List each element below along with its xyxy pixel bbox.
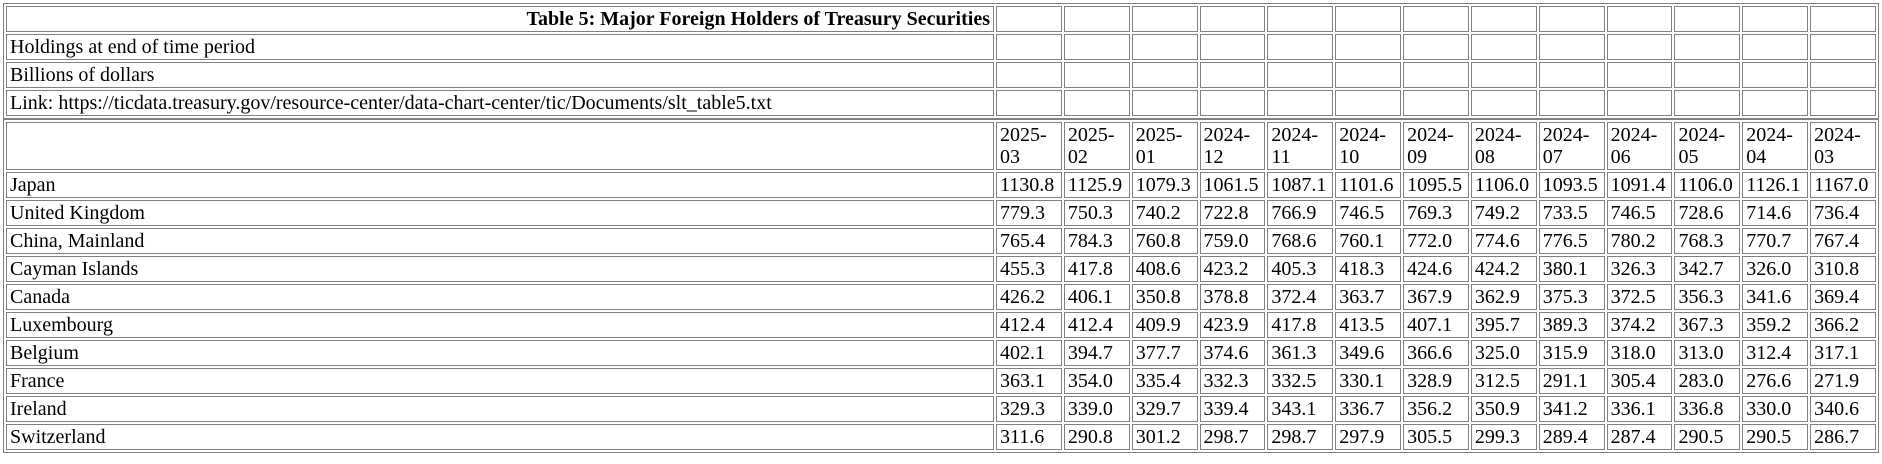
value-cell: 325.0	[1471, 340, 1537, 366]
value-cell: 740.2	[1132, 200, 1198, 226]
value-cell: 342.7	[1674, 256, 1740, 282]
empty-cell	[1335, 6, 1401, 32]
value-cell: 367.3	[1674, 312, 1740, 338]
empty-cell	[1403, 62, 1469, 88]
value-cell: 356.3	[1674, 284, 1740, 310]
value-cell: 766.9	[1267, 200, 1333, 226]
empty-cell	[996, 62, 1062, 88]
value-cell: 305.4	[1607, 368, 1673, 394]
value-cell: 311.6	[996, 424, 1062, 450]
value-cell: 349.6	[1335, 340, 1401, 366]
value-cell: 290.8	[1064, 424, 1130, 450]
table-title: Table 5: Major Foreign Holders of Treasury Securities	[6, 6, 994, 32]
value-cell: 770.7	[1742, 228, 1808, 254]
value-cell: 405.3	[1267, 256, 1333, 282]
row-label: United Kingdom	[6, 200, 994, 226]
value-cell: 423.9	[1200, 312, 1266, 338]
value-cell: 418.3	[1335, 256, 1401, 282]
value-cell: 315.9	[1539, 340, 1605, 366]
value-cell: 298.7	[1200, 424, 1266, 450]
value-cell: 407.1	[1403, 312, 1469, 338]
value-cell: 772.0	[1403, 228, 1469, 254]
row-label: China, Mainland	[6, 228, 994, 254]
value-cell: 406.1	[1064, 284, 1130, 310]
empty-cell	[996, 90, 1062, 116]
value-cell: 1093.5	[1539, 172, 1605, 198]
value-cell: 765.4	[996, 228, 1062, 254]
empty-cell	[1539, 34, 1605, 60]
value-cell: 329.3	[996, 396, 1062, 422]
value-cell: 317.1	[1810, 340, 1876, 366]
value-cell: 375.3	[1539, 284, 1605, 310]
value-cell: 290.5	[1674, 424, 1740, 450]
row-label: Belgium	[6, 340, 994, 366]
value-cell: 343.1	[1267, 396, 1333, 422]
value-cell: 361.3	[1267, 340, 1333, 366]
value-cell: 768.3	[1674, 228, 1740, 254]
value-cell: 297.9	[1335, 424, 1401, 450]
empty-cell	[1132, 90, 1198, 116]
empty-cell	[1267, 34, 1333, 60]
value-cell: 312.4	[1742, 340, 1808, 366]
value-cell: 341.6	[1742, 284, 1808, 310]
value-cell: 336.1	[1607, 396, 1673, 422]
table-row	[6, 312, 1876, 338]
value-cell: 780.2	[1607, 228, 1673, 254]
empty-cell	[1674, 90, 1740, 116]
value-cell: 1130.8	[996, 172, 1062, 198]
value-cell: 412.4	[996, 312, 1062, 338]
column-header: 2025-03	[996, 122, 1062, 170]
column-header: 2025-02	[1064, 122, 1130, 170]
column-header: 2024-04	[1742, 122, 1808, 170]
value-cell: 326.3	[1607, 256, 1673, 282]
empty-cell	[1335, 62, 1401, 88]
empty-cell	[1064, 90, 1130, 116]
empty-cell	[1742, 62, 1808, 88]
value-cell: 412.4	[1064, 312, 1130, 338]
table-row	[6, 284, 1876, 310]
value-cell: 356.2	[1403, 396, 1469, 422]
value-cell: 395.7	[1471, 312, 1537, 338]
value-cell: 339.0	[1064, 396, 1130, 422]
table-notes-block	[3, 3, 1879, 119]
value-cell: 1167.0	[1810, 172, 1876, 198]
empty-cell	[1607, 6, 1673, 32]
holdings-note-row	[6, 34, 1876, 60]
column-header: 2024-11	[1267, 122, 1333, 170]
empty-cell	[1200, 90, 1266, 116]
column-header: 2024-03	[1810, 122, 1876, 170]
value-cell: 749.2	[1471, 200, 1537, 226]
empty-cell	[1200, 6, 1266, 32]
value-cell: 759.0	[1200, 228, 1266, 254]
value-cell: 362.9	[1471, 284, 1537, 310]
value-cell: 313.0	[1674, 340, 1740, 366]
link-note-row	[6, 90, 1876, 116]
empty-cell	[1132, 34, 1198, 60]
value-cell: 733.5	[1539, 200, 1605, 226]
value-cell: 1079.3	[1132, 172, 1198, 198]
row-label: France	[6, 368, 994, 394]
empty-cell	[1403, 6, 1469, 32]
empty-cell	[1132, 62, 1198, 88]
value-cell: 728.6	[1674, 200, 1740, 226]
value-cell: 776.5	[1539, 228, 1605, 254]
value-cell: 339.4	[1200, 396, 1266, 422]
empty-cell	[1267, 62, 1333, 88]
value-cell: 301.2	[1132, 424, 1198, 450]
value-cell: 276.6	[1742, 368, 1808, 394]
empty-cell	[1267, 6, 1333, 32]
empty-cell	[1267, 90, 1333, 116]
empty-cell	[1064, 62, 1130, 88]
value-cell: 784.3	[1064, 228, 1130, 254]
table-row	[6, 396, 1876, 422]
empty-cell	[1200, 62, 1266, 88]
column-header: 2024-05	[1674, 122, 1740, 170]
value-cell: 409.9	[1132, 312, 1198, 338]
table-row	[6, 340, 1876, 366]
column-header: 2024-06	[1607, 122, 1673, 170]
value-cell: 426.2	[996, 284, 1062, 310]
value-cell: 330.1	[1335, 368, 1401, 394]
value-cell: 424.6	[1403, 256, 1469, 282]
value-cell: 289.4	[1539, 424, 1605, 450]
value-cell: 341.2	[1539, 396, 1605, 422]
value-cell: 746.5	[1607, 200, 1673, 226]
empty-cell	[1674, 62, 1740, 88]
value-cell: 417.8	[1267, 312, 1333, 338]
value-cell: 367.9	[1403, 284, 1469, 310]
value-cell: 417.8	[1064, 256, 1130, 282]
value-cell: 1106.0	[1674, 172, 1740, 198]
empty-cell	[1335, 34, 1401, 60]
empty-cell	[1471, 6, 1537, 32]
holders-data-table	[3, 119, 1879, 453]
value-cell: 283.0	[1674, 368, 1740, 394]
table-row	[6, 228, 1876, 254]
value-cell: 336.8	[1674, 396, 1740, 422]
value-cell: 305.5	[1403, 424, 1469, 450]
empty-cell	[1810, 6, 1876, 32]
value-cell: 767.4	[1810, 228, 1876, 254]
title-row	[6, 6, 1876, 32]
empty-cell	[1607, 90, 1673, 116]
empty-cell	[1674, 34, 1740, 60]
empty-cell	[1810, 34, 1876, 60]
value-cell: 328.9	[1403, 368, 1469, 394]
value-cell: 1125.9	[1064, 172, 1130, 198]
empty-cell	[1471, 62, 1537, 88]
empty-cell	[1742, 6, 1808, 32]
value-cell: 271.9	[1810, 368, 1876, 394]
value-cell: 350.8	[1132, 284, 1198, 310]
empty-cell	[1200, 34, 1266, 60]
table-row	[6, 200, 1876, 226]
value-cell: 372.5	[1607, 284, 1673, 310]
value-cell: 369.4	[1810, 284, 1876, 310]
value-cell: 1101.6	[1335, 172, 1401, 198]
column-header: 2024-09	[1403, 122, 1469, 170]
empty-cell	[1064, 34, 1130, 60]
empty-cell	[1810, 62, 1876, 88]
column-header: 2024-12	[1200, 122, 1266, 170]
value-cell: 366.2	[1810, 312, 1876, 338]
value-cell: 372.4	[1267, 284, 1333, 310]
value-cell: 374.6	[1200, 340, 1266, 366]
value-cell: 1061.5	[1200, 172, 1266, 198]
column-header: 2024-08	[1471, 122, 1537, 170]
value-cell: 378.8	[1200, 284, 1266, 310]
value-cell: 287.4	[1607, 424, 1673, 450]
value-cell: 768.6	[1267, 228, 1333, 254]
row-label: Switzerland	[6, 424, 994, 450]
value-cell: 1106.0	[1471, 172, 1537, 198]
value-cell: 424.2	[1471, 256, 1537, 282]
value-cell: 332.3	[1200, 368, 1266, 394]
value-cell: 366.6	[1403, 340, 1469, 366]
table-row	[6, 424, 1876, 450]
value-cell: 286.7	[1810, 424, 1876, 450]
empty-cell	[1742, 90, 1808, 116]
value-cell: 769.3	[1403, 200, 1469, 226]
empty-cell	[1607, 62, 1673, 88]
value-cell: 310.8	[1810, 256, 1876, 282]
value-cell: 402.1	[996, 340, 1062, 366]
value-cell: 312.5	[1471, 368, 1537, 394]
value-cell: 1091.4	[1607, 172, 1673, 198]
empty-cell	[1403, 34, 1469, 60]
value-cell: 329.7	[1132, 396, 1198, 422]
value-cell: 760.8	[1132, 228, 1198, 254]
table-row	[6, 368, 1876, 394]
value-cell: 413.5	[1335, 312, 1401, 338]
empty-cell	[1471, 34, 1537, 60]
value-cell: 389.3	[1539, 312, 1605, 338]
value-cell: 340.6	[1810, 396, 1876, 422]
value-cell: 394.7	[1064, 340, 1130, 366]
empty-cell	[1810, 90, 1876, 116]
value-cell: 423.2	[1200, 256, 1266, 282]
value-cell: 359.2	[1742, 312, 1808, 338]
value-cell: 335.4	[1132, 368, 1198, 394]
empty-cell	[1403, 90, 1469, 116]
value-cell: 736.4	[1810, 200, 1876, 226]
value-cell: 774.6	[1471, 228, 1537, 254]
value-cell: 363.7	[1335, 284, 1401, 310]
value-cell: 1126.1	[1742, 172, 1808, 198]
value-cell: 332.5	[1267, 368, 1333, 394]
value-cell: 298.7	[1267, 424, 1333, 450]
value-cell: 760.1	[1335, 228, 1401, 254]
units-note-row	[6, 62, 1876, 88]
value-cell: 336.7	[1335, 396, 1401, 422]
value-cell: 354.0	[1064, 368, 1130, 394]
empty-cell	[1335, 90, 1401, 116]
empty-cell	[1539, 6, 1605, 32]
row-label: Japan	[6, 172, 994, 198]
value-cell: 374.2	[1607, 312, 1673, 338]
column-header: 2025-01	[1132, 122, 1198, 170]
units-note: Billions of dollars	[6, 62, 994, 88]
value-cell: 363.1	[996, 368, 1062, 394]
empty-cell	[1539, 90, 1605, 116]
table-row	[6, 172, 1876, 198]
value-cell: 408.6	[1132, 256, 1198, 282]
value-cell: 299.3	[1471, 424, 1537, 450]
value-cell: 779.3	[996, 200, 1062, 226]
value-cell: 1095.5	[1403, 172, 1469, 198]
row-label: Ireland	[6, 396, 994, 422]
value-cell: 1087.1	[1267, 172, 1333, 198]
value-cell: 350.9	[1471, 396, 1537, 422]
value-cell: 455.3	[996, 256, 1062, 282]
column-header-row	[6, 122, 1876, 170]
value-cell: 746.5	[1335, 200, 1401, 226]
corner-empty-cell	[6, 122, 994, 170]
empty-cell	[1742, 34, 1808, 60]
column-header: 2024-10	[1335, 122, 1401, 170]
empty-cell	[1132, 6, 1198, 32]
source-link-text: Link: https://ticdata.treasury.gov/resource-center/data-chart-center/tic/Documents/slt_table5.txt	[6, 90, 994, 116]
column-header: 2024-07	[1539, 122, 1605, 170]
empty-cell	[1539, 62, 1605, 88]
value-cell: 318.0	[1607, 340, 1673, 366]
empty-cell	[996, 34, 1062, 60]
value-cell: 722.8	[1200, 200, 1266, 226]
empty-cell	[1607, 34, 1673, 60]
empty-cell	[1064, 6, 1130, 32]
value-cell: 330.0	[1742, 396, 1808, 422]
row-label: Luxembourg	[6, 312, 994, 338]
value-cell: 714.6	[1742, 200, 1808, 226]
row-label: Canada	[6, 284, 994, 310]
value-cell: 750.3	[1064, 200, 1130, 226]
empty-cell	[1674, 6, 1740, 32]
value-cell: 326.0	[1742, 256, 1808, 282]
value-cell: 290.5	[1742, 424, 1808, 450]
empty-cell	[1471, 90, 1537, 116]
value-cell: 377.7	[1132, 340, 1198, 366]
empty-cell	[996, 6, 1062, 32]
holdings-note: Holdings at end of time period	[6, 34, 994, 60]
table-row	[6, 256, 1876, 282]
row-label: Cayman Islands	[6, 256, 994, 282]
value-cell: 291.1	[1539, 368, 1605, 394]
value-cell: 380.1	[1539, 256, 1605, 282]
